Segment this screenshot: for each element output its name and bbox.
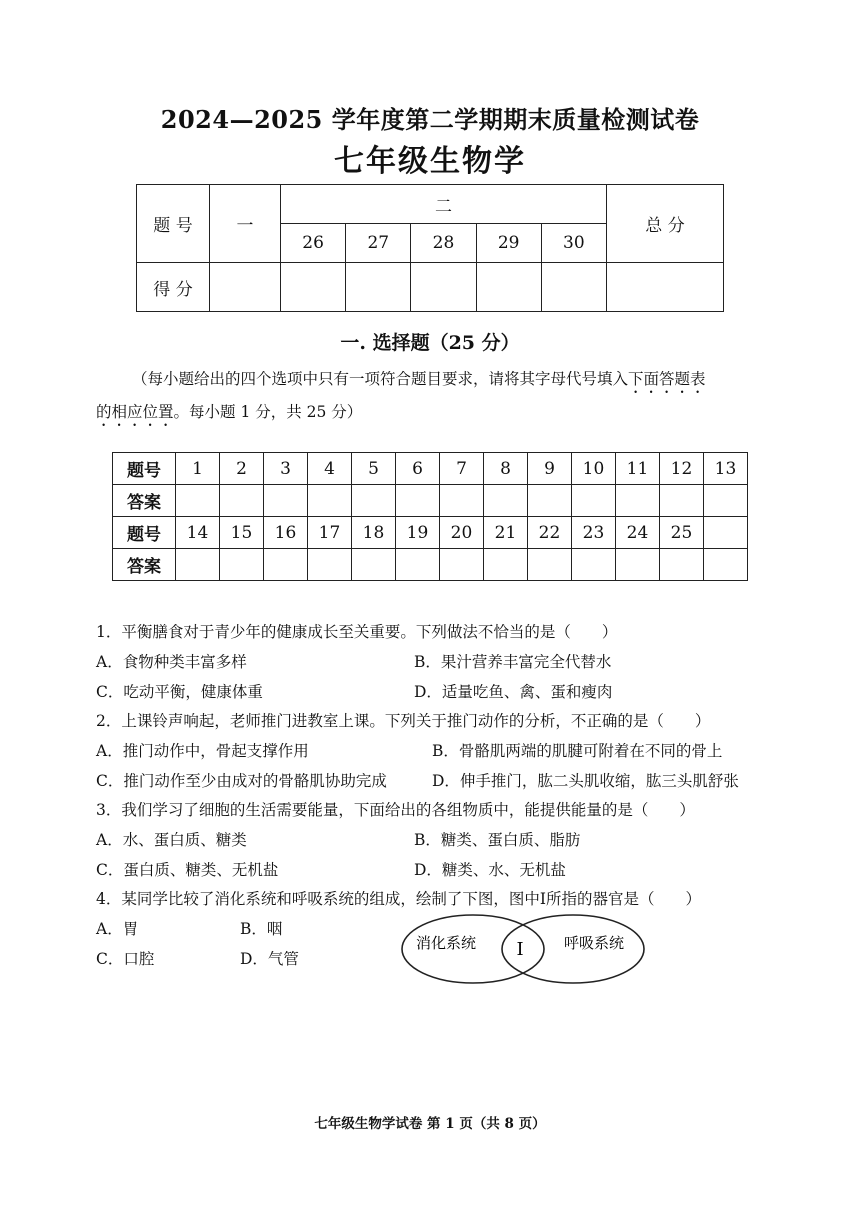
- question-number: 20: [440, 517, 484, 549]
- answer-cell[interactable]: [660, 549, 704, 581]
- venn-left-label: 消化系统: [415, 934, 477, 952]
- score-subcol: 30: [541, 224, 606, 263]
- question-4-option-b[interactable]: B．咽: [240, 920, 283, 938]
- question-number: [704, 517, 748, 549]
- question-number: 22: [528, 517, 572, 549]
- score-subcol: 28: [411, 224, 476, 263]
- question-number: 18: [352, 517, 396, 549]
- page-footer: 七年级生物学试卷 第 1 页（共 8 页）: [314, 1116, 546, 1132]
- question-1-option-c[interactable]: C．吃动平衡，健康体重: [96, 683, 263, 701]
- score-label-number: 题 号: [137, 185, 210, 263]
- answer-cell[interactable]: [440, 549, 484, 581]
- answer-cell[interactable]: [616, 485, 660, 517]
- answer-cell[interactable]: [484, 485, 528, 517]
- score-cell-total[interactable]: [607, 263, 724, 312]
- question-number: 2: [220, 453, 264, 485]
- score-subcol: 29: [476, 224, 541, 263]
- score-cell[interactable]: [346, 263, 411, 312]
- answer-cell[interactable]: [220, 485, 264, 517]
- question-number: 4: [308, 453, 352, 485]
- answer-cell[interactable]: [528, 485, 572, 517]
- question-number: 16: [264, 517, 308, 549]
- question-number: 9: [528, 453, 572, 485]
- score-col-one: 一: [210, 185, 281, 263]
- answer-cell[interactable]: [528, 549, 572, 581]
- question-2-stem: 2．上课铃声响起，老师推门进教室上课。下列关于推门动作的分析，不正确的是（ ）: [96, 712, 711, 730]
- score-cell[interactable]: [476, 263, 541, 312]
- section-title: 一. 选择题（25 分）: [340, 332, 520, 354]
- question-number: 13: [704, 453, 748, 485]
- question-1-option-b[interactable]: B．果汁营养丰富完全代替水: [414, 653, 612, 671]
- answer-cell[interactable]: [396, 549, 440, 581]
- score-label-score: 得 分: [137, 263, 210, 312]
- answer-cell[interactable]: [220, 549, 264, 581]
- venn-right-label: 呼吸系统: [563, 934, 625, 952]
- answer-label-answer: 答案: [113, 549, 176, 581]
- answer-cell[interactable]: [572, 549, 616, 581]
- question-4-option-d[interactable]: D．气管: [240, 950, 299, 968]
- answer-cell[interactable]: [396, 485, 440, 517]
- venn-center-label: Ⅰ: [516, 939, 524, 960]
- answer-cell[interactable]: [308, 485, 352, 517]
- answer-label-number: 题号: [113, 517, 176, 549]
- question-number: 19: [396, 517, 440, 549]
- instr-part-b: 下面答题表: [628, 370, 706, 388]
- score-cell[interactable]: [210, 263, 281, 312]
- instr-part-a: （每小题给出的四个选项中只有一项符合题目要求，请将其字母代号填入: [132, 370, 629, 388]
- question-number: 24: [616, 517, 660, 549]
- question-number: 8: [484, 453, 528, 485]
- answer-cell[interactable]: [572, 485, 616, 517]
- answer-cell[interactable]: [176, 549, 220, 581]
- question-number: 25: [660, 517, 704, 549]
- answer-number-row: [113, 517, 748, 549]
- question-3-stem: 3．我们学习了细胞的生活需要能量，下面给出的各组物质中，能提供能量的是（ ）: [96, 801, 695, 819]
- score-label-total: 总 分: [607, 185, 724, 263]
- answer-cell[interactable]: [704, 485, 748, 517]
- question-3-option-a[interactable]: A．水、蛋白质、糖类: [96, 831, 247, 849]
- score-cell[interactable]: [411, 263, 476, 312]
- answer-cell[interactable]: [484, 549, 528, 581]
- question-number: 15: [220, 517, 264, 549]
- question-2-option-b[interactable]: B．骨骼肌两端的肌腱可附着在不同的骨上: [432, 742, 723, 760]
- question-number: 5: [352, 453, 396, 485]
- answer-cell[interactable]: [616, 549, 660, 581]
- question-number: 6: [396, 453, 440, 485]
- question-3-option-d[interactable]: D．糖类、水、无机盐: [414, 861, 566, 879]
- question-4-option-a[interactable]: A．胃: [96, 920, 139, 938]
- question-number: 23: [572, 517, 616, 549]
- answer-cell[interactable]: [308, 549, 352, 581]
- question-number: 10: [572, 453, 616, 485]
- score-subcol: 27: [346, 224, 411, 263]
- score-cell[interactable]: [541, 263, 606, 312]
- answer-cell[interactable]: [352, 549, 396, 581]
- answer-label-answer: 答案: [113, 485, 176, 517]
- answer-cell[interactable]: [440, 485, 484, 517]
- venn-diagram: [398, 912, 648, 986]
- question-number: 11: [616, 453, 660, 485]
- answer-label-number: 题号: [113, 453, 176, 485]
- score-table: [136, 184, 724, 312]
- question-4-stem: 4．某同学比较了消化系统和呼吸系统的组成，绘制了下图，图中Ⅰ所指的器官是（ ）: [96, 890, 701, 908]
- answer-cell[interactable]: [352, 485, 396, 517]
- question-number: 3: [264, 453, 308, 485]
- question-3-option-c[interactable]: C．蛋白质、糖类、无机盐: [96, 861, 279, 879]
- question-3-option-b[interactable]: B．糖类、蛋白质、脂肪: [414, 831, 581, 849]
- instr-part-c: 的相应位置: [96, 403, 174, 421]
- answer-row: [113, 485, 748, 517]
- question-1-option-d[interactable]: D．适量吃鱼、禽、蛋和瘦肉: [414, 683, 613, 701]
- question-number: 12: [660, 453, 704, 485]
- question-2-option-a[interactable]: A．推门动作中，骨起支撑作用: [96, 742, 309, 760]
- score-subcol: 26: [281, 224, 346, 263]
- instr-part-d: 。每小题 1 分，共 25 分）: [173, 403, 363, 421]
- answer-cell[interactable]: [660, 485, 704, 517]
- question-2-option-d[interactable]: D．伸手推门，肱二头肌收缩，肱三头肌舒张: [432, 772, 739, 790]
- answer-cell[interactable]: [264, 549, 308, 581]
- answer-cell[interactable]: [176, 485, 220, 517]
- answer-table: [112, 452, 748, 581]
- answer-row: [113, 549, 748, 581]
- question-number: 1: [176, 453, 220, 485]
- answer-cell[interactable]: [704, 549, 748, 581]
- question-1-option-a[interactable]: A．食物种类丰富多样: [96, 653, 247, 671]
- question-1-stem: 1．平衡膳食对于青少年的健康成长至关重要。下列做法不恰当的是（ ）: [96, 623, 618, 641]
- question-4-option-c[interactable]: C．口腔: [96, 950, 155, 968]
- score-cell[interactable]: [281, 263, 346, 312]
- answer-cell[interactable]: [264, 485, 308, 517]
- question-number: 17: [308, 517, 352, 549]
- question-2-option-c[interactable]: C．推门动作至少由成对的骨骼肌协助完成: [96, 772, 387, 790]
- question-number: 21: [484, 517, 528, 549]
- question-number: 14: [176, 517, 220, 549]
- question-number: 7: [440, 453, 484, 485]
- exam-title: 2024—2025 学年度第二学期期末质量检测试卷: [160, 105, 700, 134]
- answer-number-row: [113, 453, 748, 485]
- exam-subject: 七年级生物学: [334, 144, 526, 179]
- section-instructions: [96, 364, 776, 430]
- score-col-two: 二: [281, 185, 607, 224]
